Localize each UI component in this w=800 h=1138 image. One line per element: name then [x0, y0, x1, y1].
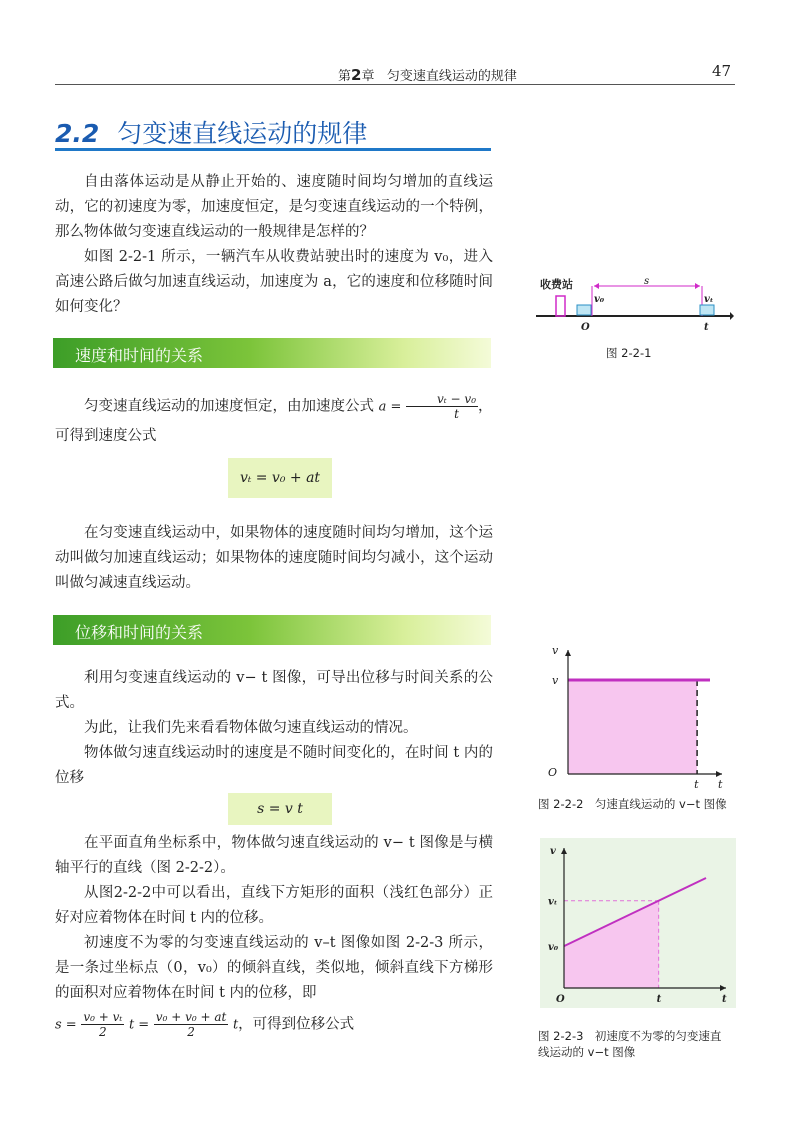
figure-2-2-3-caption-line1: 图 2-2-3 初速度不为零的匀变速直: [538, 1029, 722, 1043]
vt-label: vₜ: [548, 896, 558, 908]
velocity-paragraph-2: 在匀变速直线运动中，如果物体的速度随时间均匀增加，这个运动叫做匀加速直线运动；如果物体的速度随时间均匀减小，这个运动叫做匀减速直线运动。: [55, 525, 493, 591]
velocity-formula-box: [228, 458, 332, 498]
chapter-title: 匀变速直线运动的规律: [386, 69, 517, 84]
figure-2-2-2-caption: 图 2-2-2 匀速直线运动的 v−t 图像: [538, 797, 727, 811]
station-label: 收费站: [540, 278, 573, 291]
road-arrow: [730, 312, 734, 320]
axis-t-label: t: [722, 994, 727, 1005]
axis-t-label: t: [718, 778, 723, 790]
v0-label: v₀: [548, 942, 559, 954]
displacement-paragraph-2: 为此，让我们先来看看物体做匀速直线运动的情况。: [84, 720, 418, 736]
axis-v-label: v: [552, 644, 559, 657]
intro-paragraph-2: 如图 2-2-1 所示，一辆汽车从收费站驶出时的速度为 v₀，进入高速公路后做匀加速直线运动，加速度为 a，它的速度和位移随时间如何变化？: [55, 249, 493, 315]
displacement-rectangle: [568, 680, 697, 774]
running-header: 第2章 匀变速直线运动的规律: [338, 66, 517, 84]
figure-2-2-1-caption: 图 2-2-1: [606, 346, 652, 360]
tick-t-label: t: [694, 778, 699, 790]
svg-text:v₀: v₀: [594, 294, 605, 305]
header-rule: [55, 84, 735, 85]
acceleration-fraction: $\frac{\text{vₜ − v₀}}{t}$: [406, 392, 478, 421]
displacement-formula-box: [228, 793, 332, 825]
displacement-paragraph-6: 初速度不为零的匀变速直线运动的 v–t 图像如图 2-2-3 所示，是一条过坐标点（0，v₀）的倾斜直线，类似地，倾斜直线下方梯形的面积对应着物体在时间 t 内的位移，即: [55, 935, 493, 1001]
velocity-paragraph-1b: 可得到速度公式: [55, 428, 157, 444]
subheading-velocity-time: 速度和时间的关系: [53, 338, 491, 368]
svg-text:t: t: [704, 322, 709, 333]
car-start: [577, 305, 591, 315]
intro-paragraph-1: 自由落体运动是从静止开始的、速度随时间均匀增加的直线运动，它的初速度为零，加速度恒定，是匀变速直线运动的一个特例，那么物体做匀变速直线运动的一般规律是怎样的？: [55, 174, 493, 240]
displacement-paragraph-4: 在平面直角坐标系中，物体做匀速直线运动的 v− t 图像是与横轴平行的直线（图 2-2-2）。: [55, 835, 493, 876]
svg-text:vₜ: vₜ: [704, 294, 714, 305]
velocity-formula: vₜ = v₀ + at: [239, 470, 321, 486]
title-underline: [55, 148, 491, 151]
figure-2-2-3: [540, 838, 736, 1008]
section-title: 2.2 匀变速直线运动的规律: [55, 119, 368, 148]
svg-text:O: O: [581, 322, 590, 333]
figure-2-2-2: [540, 640, 736, 790]
level-v-label: v: [552, 674, 559, 687]
section-number: 2.2: [55, 119, 100, 148]
velocity-paragraph-1: 匀变速直线运动的加速度恒定，由加速度公式 a = $\frac{\text{vₜ − v₀}}{t}$ ，: [84, 392, 493, 421]
chapter-number: 2: [351, 66, 362, 84]
displacement-paragraph-3: 物体做匀速直线运动时的速度是不随时间变化的，在时间 t 内的位移: [55, 745, 493, 786]
figure-2-2-3-caption-line2: 线运动的 v−t 图像: [538, 1045, 636, 1059]
displacement-formula: s = v t: [257, 801, 303, 817]
origin-label: O: [548, 766, 558, 779]
tick-t-label: t: [656, 994, 662, 1005]
figure-2-2-1: [534, 272, 734, 334]
trapezoid-equation: s = $\frac{\text{v₀ + vₜ}}{2}$ t = $\frac{\text{v₀ + v₀ + at}}{2}$ t，可得到位移公式: [55, 1010, 355, 1039]
displacement-paragraph-1: 利用匀变速直线运动的 v− t 图像，可导出位移与时间关系的公式。: [55, 670, 493, 711]
car-end: [700, 305, 714, 315]
axis-v-label: v: [550, 846, 556, 857]
page-number: 47: [712, 62, 732, 80]
s-label: s: [644, 276, 650, 287]
toll-booth: [556, 296, 565, 316]
v-axis-arrow: [565, 650, 571, 656]
subheading-displacement-time: 位移和时间的关系: [53, 615, 491, 645]
origin-label: O: [556, 994, 565, 1005]
displacement-paragraph-5: 从图2-2-2中可以看出，直线下方矩形的面积（浅红色部分）正好对应着物体在时间 t 内的位移。: [55, 885, 493, 926]
t-axis-arrow: [716, 771, 722, 777]
